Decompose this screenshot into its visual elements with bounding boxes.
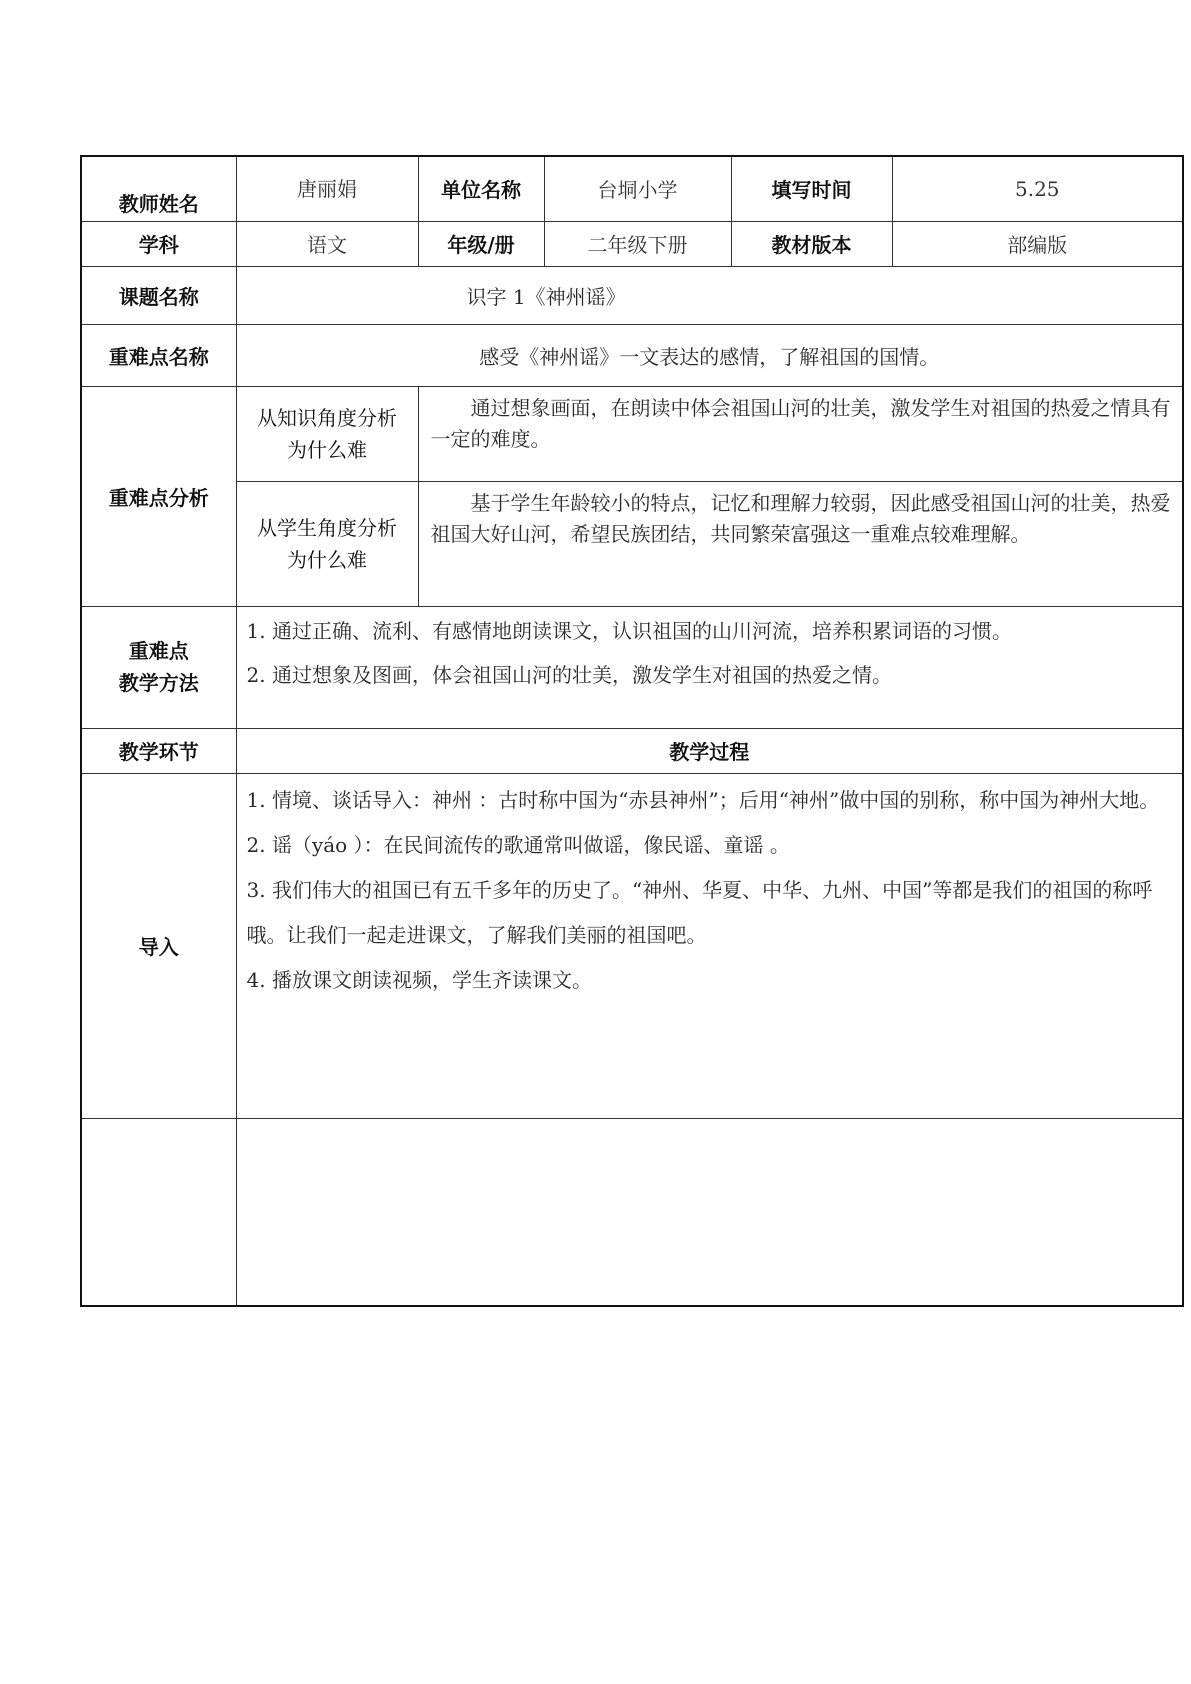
- keypoint-value: 感受《神州谣》一文表达的感情，了解祖国的国情。: [236, 324, 1183, 386]
- keypoint-label: 重难点名称: [81, 324, 236, 386]
- subject-value: 语文: [236, 221, 418, 266]
- intro-line: 3. 我们伟大的祖国已有五千多年的历史了。“神州、华夏、中华、九州、中国”等都是我们的祖国的称呼哦。让我们一起走进课文，了解我们美丽的祖国吧。: [246, 877, 1153, 947]
- subject-label: 学科: [81, 221, 236, 266]
- topic-label: 课题名称: [81, 266, 236, 324]
- header-row-1: [81, 156, 1183, 221]
- header-row-2: [81, 221, 1183, 266]
- edition-label: 教材版本: [731, 221, 892, 266]
- knowledge-analysis-text: 通过想象画面，在朗读中体会祖国山河的壮美，激发学生对祖国的热爱之情具有一定的难度。: [418, 386, 1183, 481]
- intro-line: 2. 谣（yáo ）：在民间流传的歌通常叫做谣，像民谣、童谣 。: [246, 832, 790, 857]
- student-label-line-1: 从学生角度分析: [257, 515, 397, 540]
- stage-header: 教学环节: [81, 728, 236, 773]
- date-value: 5.25: [892, 156, 1183, 221]
- student-label-line-2: 为什么难: [287, 547, 367, 572]
- edition-value: 部编版: [892, 221, 1183, 266]
- analysis-row-student: [81, 481, 1183, 606]
- lesson-plan-table: [80, 155, 1184, 1307]
- knowledge-label-line-2: 为什么难: [287, 437, 367, 462]
- analysis-label: 重难点分析: [81, 386, 236, 606]
- intro-content: [236, 773, 1183, 1118]
- methods-label: [81, 606, 236, 728]
- empty-row: [81, 1118, 1183, 1306]
- student-analysis-text: 基于学生年龄较小的特点，记忆和理解力较弱，因此感受祖国山河的壮美，热爱祖国大好山河，希望民族团结，共同繁荣富强这一重难点较难理解。: [418, 481, 1183, 606]
- knowledge-analysis-label: [236, 386, 418, 481]
- grade-value: 二年级下册: [544, 221, 731, 266]
- method-item: 1. 通过正确、流利、有感情地朗读课文，认识祖国的山川河流，培养积累词语的习惯。: [246, 618, 1012, 643]
- topic-row: [81, 266, 1183, 324]
- teacher-label: 教师姓名: [81, 156, 236, 221]
- date-label: 填写时间: [731, 156, 892, 221]
- methods-list: [236, 606, 1183, 728]
- empty-process-cell: [236, 1118, 1183, 1306]
- intro-row: [81, 773, 1183, 1118]
- methods-label-line-1: 重难点: [128, 639, 189, 663]
- methods-label-line-2: 教学方法: [118, 671, 199, 695]
- topic-value: 识字 1《神州谣》: [236, 266, 1183, 324]
- analysis-row-knowledge: [81, 386, 1183, 481]
- method-item: 2. 通过想象及图画，体会祖国山河的壮美，激发学生对祖国的热爱之情。: [246, 662, 892, 687]
- unit-label: 单位名称: [418, 156, 544, 221]
- knowledge-label-line-1: 从知识角度分析: [257, 405, 397, 430]
- grade-label: 年级/册: [418, 221, 544, 266]
- intro-line: 1. 情境、谈话导入：神州 ：古时称中国为“赤县神州”；后用“神州”做中国的别称，称中国为神州大地。: [246, 787, 1160, 812]
- student-analysis-label: [236, 481, 418, 606]
- methods-row: [81, 606, 1183, 728]
- process-header: 教学过程: [236, 728, 1183, 773]
- keypoint-row: [81, 324, 1183, 386]
- intro-label: 导入: [81, 773, 236, 1118]
- teacher-value: 唐丽娟: [236, 156, 418, 221]
- unit-value: 台垌小学: [544, 156, 731, 221]
- empty-stage-cell: [81, 1118, 236, 1306]
- intro-line: 4. 播放课文朗读视频，学生齐读课文。: [246, 967, 592, 992]
- process-header-row: [81, 728, 1183, 773]
